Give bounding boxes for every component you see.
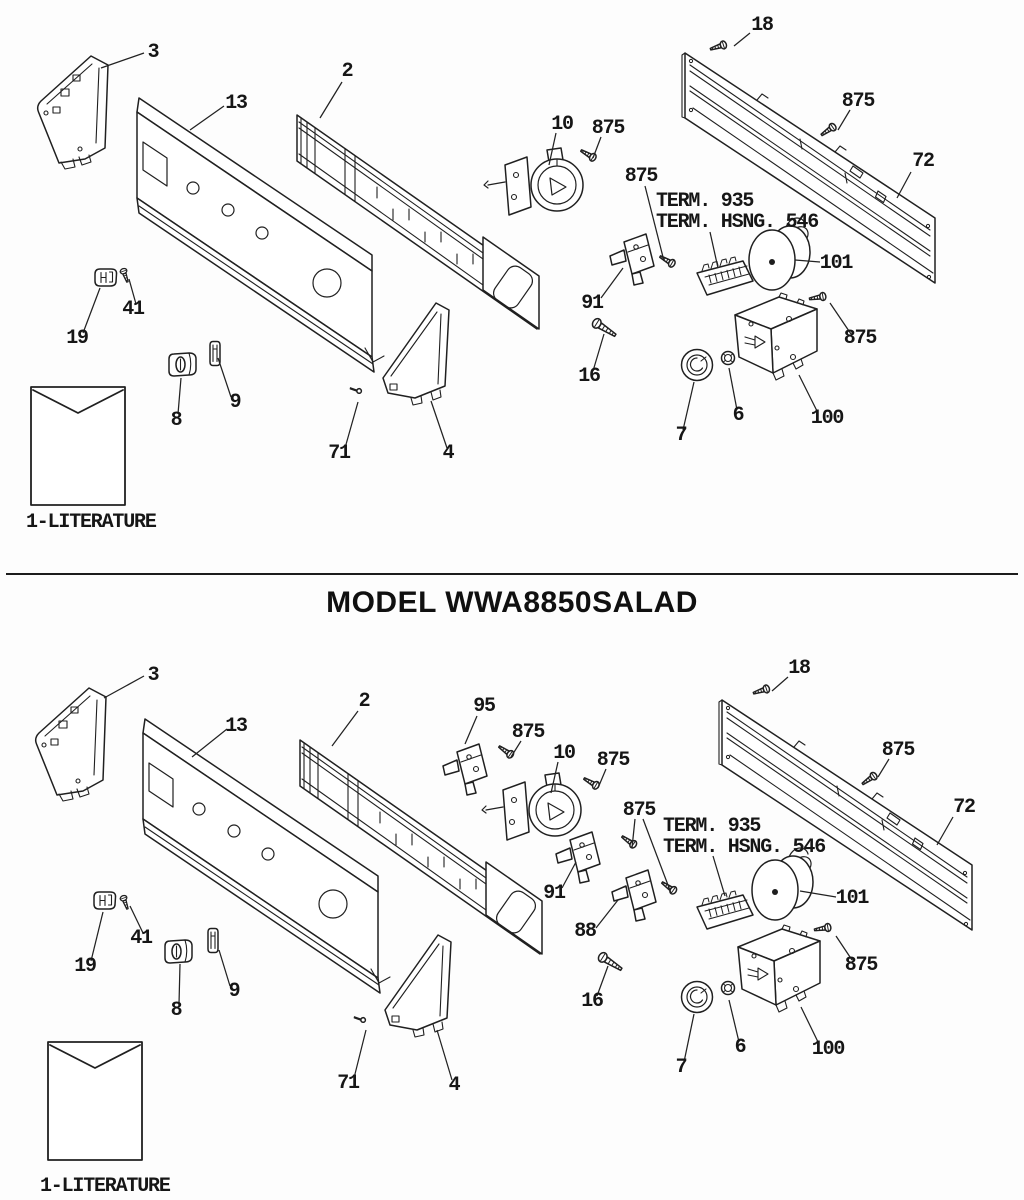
part-7-knob: [682, 350, 713, 381]
part-1-literature-envelope: [31, 387, 125, 505]
part-6-nut: [722, 352, 735, 365]
part-label-bottom-4: 4: [448, 1074, 460, 1097]
part-label-top-term-935: TERM. 935: [656, 190, 754, 213]
leader-line-bottom: [332, 711, 358, 746]
part-label-top-101: 101: [819, 252, 853, 275]
part-label-bottom-8: 8: [170, 999, 182, 1022]
part-875-screw-timer: [809, 292, 827, 303]
part-label-bottom-101: 101: [835, 887, 869, 910]
part-label-top-9: 9: [229, 391, 241, 414]
part-label-top-71: 71: [328, 442, 350, 465]
part-label-bottom-875: 875: [596, 749, 630, 772]
part-100-timer: [735, 293, 817, 380]
part-100-timer: [738, 925, 820, 1012]
part-label-bottom-95: 95: [473, 695, 495, 718]
part-10-switch: [482, 773, 581, 840]
part-label-top-91: 91: [581, 292, 603, 315]
part-4-right-end-cap: [385, 935, 451, 1037]
leader-line-bottom: [179, 964, 180, 1004]
leader-line-bottom: [192, 729, 227, 757]
part-label-bottom-1-literature: 1-LITERATURE: [40, 1175, 170, 1198]
part-label-bottom-19: 19: [74, 955, 96, 978]
part-label-bottom-6: 6: [734, 1036, 746, 1059]
part-label-bottom-9: 9: [228, 980, 240, 1003]
part-19-clip: [94, 892, 116, 909]
part-875-screw-switch: [582, 775, 600, 790]
part-label-bottom-18: 18: [788, 657, 810, 680]
part-18-screw: [709, 40, 727, 53]
part-label-top-3: 3: [147, 41, 159, 64]
part-8-grommet: [165, 940, 192, 963]
part-label-bottom-term-935: TERM. 935: [663, 815, 761, 838]
part-label-bottom-100: 100: [811, 1038, 845, 1061]
part-8-grommet: [169, 353, 196, 376]
part-16-bolt: [597, 951, 624, 973]
part-terminal-housing: [697, 257, 753, 295]
leader-line-top: [101, 53, 144, 68]
part-label-bottom-875: 875: [622, 799, 656, 822]
part-label-top-19: 19: [66, 327, 88, 350]
part-label-top-875: 875: [624, 165, 658, 188]
leader-line-top: [190, 106, 224, 130]
part-875-screw-rear-top: [819, 122, 837, 138]
model-title: MODEL WWA8850SALAD: [326, 586, 698, 619]
leader-line-top: [593, 137, 601, 158]
part-3-left-end-cap: [38, 56, 108, 169]
part-1-literature-envelope: [48, 1042, 142, 1160]
part-label-bottom-91: 91: [543, 882, 565, 905]
part-label-bottom-41: 41: [130, 927, 152, 950]
part-18-screw: [752, 684, 770, 697]
part-4-right-end-cap: [383, 303, 449, 405]
leader-line-top: [734, 33, 750, 46]
part-label-top-term-hsng-546: TERM. HSNG. 546: [656, 211, 819, 234]
part-label-top-875: 875: [843, 327, 877, 350]
part-875-screw-bracket: [658, 253, 676, 268]
leader-line-bottom: [465, 716, 477, 744]
part-label-top-6: 6: [732, 404, 744, 427]
leader-line-bottom: [91, 912, 103, 961]
part-terminal-housing: [697, 891, 753, 929]
leader-line-top: [431, 401, 447, 448]
part-label-top-1-literature: 1-LITERATURE: [26, 511, 156, 534]
part-label-bottom-72: 72: [953, 796, 975, 819]
leader-line-bottom: [354, 1030, 366, 1078]
part-label-top-10: 10: [551, 113, 573, 136]
part-9-clip: [208, 929, 218, 953]
leader-line-bottom: [684, 1014, 694, 1062]
part-875-screw-95: [497, 743, 515, 759]
part-label-top-4: 4: [442, 442, 454, 465]
part-41-screw: [119, 895, 130, 911]
part-label-top-13: 13: [225, 92, 247, 115]
part-label-bottom-3: 3: [147, 664, 159, 687]
part-10-switch: [484, 148, 583, 215]
leader-line-bottom: [104, 676, 144, 698]
part-label-bottom-16: 16: [581, 990, 603, 1013]
part-95-switch: [443, 744, 487, 795]
leader-line-top: [320, 82, 342, 118]
bottom-diagram: [36, 684, 972, 1160]
part-label-bottom-71: 71: [337, 1072, 359, 1095]
leader-line-bottom: [437, 1030, 452, 1080]
leader-line-bottom: [772, 677, 788, 691]
leader-line-bottom: [713, 856, 725, 896]
part-label-bottom-875: 875: [881, 739, 915, 762]
part-9-clip: [210, 342, 220, 366]
part-3-left-end-cap: [36, 688, 106, 801]
part-label-top-18: 18: [751, 14, 773, 37]
part-label-top-875: 875: [841, 90, 875, 113]
part-875-screw-rear-top: [860, 771, 878, 787]
part-label-top-8: 8: [170, 409, 182, 432]
part-91-switch: [556, 832, 600, 883]
part-label-bottom-term-hsng-546: TERM. HSNG. 546: [663, 836, 826, 859]
part-label-bottom-88: 88: [574, 920, 596, 943]
part-label-top-7: 7: [675, 424, 687, 447]
part-label-bottom-10: 10: [553, 742, 575, 765]
part-13-control-panel: [137, 98, 384, 372]
part-7-knob: [682, 982, 713, 1013]
leader-line-top: [838, 110, 850, 130]
part-label-top-875: 875: [591, 117, 625, 140]
part-71-screw: [350, 386, 362, 395]
part-label-top-41: 41: [122, 298, 144, 321]
part-label-bottom-13: 13: [225, 715, 247, 738]
leader-line-top: [601, 268, 623, 298]
top-diagram: [31, 40, 935, 505]
part-875-screw-timer: [814, 923, 832, 934]
part-875-screw-bracket-a: [620, 833, 638, 849]
part-88-switch: [612, 870, 656, 921]
leader-line-bottom: [937, 817, 953, 845]
part-label-top-16: 16: [578, 365, 600, 388]
part-label-top-72: 72: [912, 150, 934, 173]
leader-line-top: [897, 172, 911, 198]
part-6-nut: [722, 982, 735, 995]
part-label-top-2: 2: [341, 60, 353, 83]
part-label-bottom-875: 875: [511, 721, 545, 744]
leader-line-top: [683, 382, 694, 430]
part-16-bolt: [591, 317, 618, 339]
part-label-top-100: 100: [810, 407, 844, 430]
part-71-screw: [354, 1015, 366, 1024]
part-label-bottom-7: 7: [675, 1056, 687, 1079]
part-19-clip: [95, 269, 117, 286]
part-label-bottom-2: 2: [358, 690, 370, 713]
part-label-bottom-875: 875: [844, 954, 878, 977]
leader-line-bottom: [596, 900, 618, 928]
